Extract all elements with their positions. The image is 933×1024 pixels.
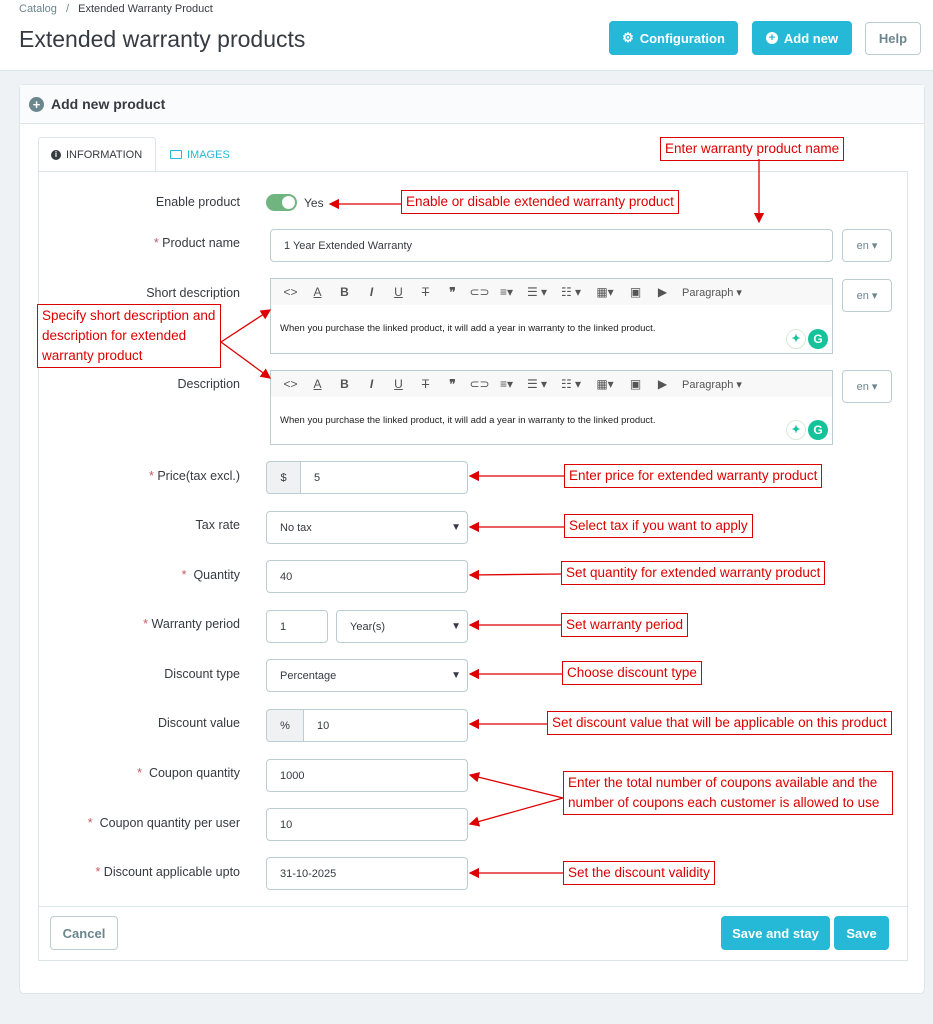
annotation-quantity: Set quantity for extended warranty product — [561, 561, 825, 585]
source-code-icon[interactable]: <> — [283, 377, 298, 391]
text-color-icon[interactable]: A — [313, 377, 322, 391]
italic-icon[interactable]: I — [369, 377, 374, 391]
blockquote-icon[interactable]: ❞ — [449, 285, 456, 299]
plus-circle-icon: + — [766, 32, 778, 44]
arrow-desc — [221, 342, 270, 378]
underline-icon[interactable]: U — [394, 285, 403, 299]
tab-images-label: IMAGES — [187, 148, 230, 161]
annotation-discount-value: Set discount value that will be applicable on this product — [547, 711, 892, 735]
annotation-enter-name: Enter warranty product name — [660, 137, 844, 161]
arrow-short-desc — [221, 310, 270, 342]
quantity-label: * Quantity — [181, 568, 240, 582]
enable-product-label: Enable product — [155, 195, 240, 209]
info-icon: i — [51, 150, 61, 160]
tax-rate-select[interactable]: No tax ▼ — [266, 511, 468, 544]
paragraph-format-select[interactable]: Paragraph ▾ — [682, 286, 742, 299]
save-button[interactable]: Save — [834, 916, 889, 950]
table-icon[interactable]: ▦▾ — [596, 285, 614, 299]
coupon-quantity-input[interactable]: 1000 — [266, 759, 468, 792]
save-and-stay-button[interactable]: Save and stay — [721, 916, 830, 950]
arrow-quantity — [470, 574, 561, 575]
short-description-lang-select[interactable]: en ▾ — [842, 279, 892, 312]
arrow-coupon-per-user — [470, 798, 563, 824]
grammarly-icon[interactable]: G — [808, 420, 828, 440]
annotation-enable-disable: Enable or disable extended warranty product — [401, 190, 679, 214]
add-new-label: Add new — [783, 30, 839, 46]
warranty-period-input[interactable]: 1 — [266, 610, 328, 643]
grammarly-icon[interactable]: G — [808, 329, 828, 349]
source-code-icon[interactable]: <> — [283, 285, 298, 299]
numbered-list-icon[interactable]: ☷ ▾ — [560, 285, 582, 299]
annotation-coupons: Enter the total number of coupons available and the number of coupons each customer is allowed to use — [563, 771, 893, 815]
description-lang-select[interactable]: en ▾ — [842, 370, 892, 403]
discount-value-label: Discount value — [158, 716, 240, 730]
quantity-input[interactable]: 40 — [266, 560, 468, 593]
align-icon[interactable]: ≡▾ — [499, 377, 514, 391]
short-description-label: Short description — [146, 286, 240, 300]
page-title: Extended warranty products — [19, 26, 306, 52]
warranty-unit-select[interactable]: Year(s) ▼ — [336, 610, 468, 643]
align-icon[interactable]: ≡▾ — [499, 285, 514, 299]
lightbulb-icon[interactable]: ✦ — [786, 329, 806, 349]
blockquote-icon[interactable]: ❞ — [449, 377, 456, 391]
price-label: * Price(tax excl.) — [148, 469, 240, 483]
product-name-lang-select[interactable]: en ▾ — [842, 229, 892, 262]
media-icon[interactable]: ▶ — [657, 377, 668, 391]
annotation-validity: Set the discount validity — [563, 861, 715, 885]
help-button[interactable]: Help — [865, 22, 921, 55]
coupon-quantity-per-user-input[interactable]: 10 — [266, 808, 468, 841]
short-description-content[interactable]: When you purchase the linked product, it will add a year in warranty to the linked product. — [271, 305, 832, 353]
tab-information-label: INFORMATION — [66, 148, 143, 161]
bullet-list-icon[interactable]: ☰ ▾ — [526, 285, 548, 299]
table-icon[interactable]: ▦▾ — [596, 377, 614, 391]
text-color-icon[interactable]: A — [313, 285, 322, 299]
chevron-down-icon: ▼ — [451, 670, 461, 681]
media-icon[interactable]: ▶ — [657, 285, 668, 299]
strikethrough-icon[interactable]: T — [421, 285, 430, 299]
configuration-label: Configuration — [639, 30, 725, 46]
breadcrumb-separator: / — [65, 3, 70, 15]
annotation-descriptions: Specify short description and description for extended warranty product — [37, 304, 221, 368]
enable-product-value: Yes — [304, 196, 324, 210]
breadcrumb-current: Extended Warranty Product — [78, 3, 213, 15]
annotation-discount-type: Choose discount type — [562, 661, 702, 685]
italic-icon[interactable]: I — [369, 285, 374, 299]
coupon-quantity-per-user-label: * Coupon quantity per user — [87, 816, 240, 830]
discount-applicable-upto-input[interactable]: 31-10-2025 — [266, 857, 468, 890]
warranty-period-label: * Warranty period — [143, 617, 240, 631]
discount-applicable-upto-label: * Discount applicable upto — [95, 865, 240, 879]
numbered-list-icon[interactable]: ☷ ▾ — [560, 377, 582, 391]
percent-addon: % — [266, 709, 304, 742]
image-icon[interactable]: ▣ — [629, 377, 642, 391]
arrow-coupon-qty — [470, 775, 563, 798]
gears-icon: ⚙ — [622, 30, 634, 45]
strikethrough-icon[interactable]: T — [421, 377, 430, 391]
discount-type-label: Discount type — [164, 667, 240, 681]
lightbulb-icon[interactable]: ✦ — [786, 420, 806, 440]
tax-rate-label: Tax rate — [195, 518, 240, 532]
annotation-tax: Select tax if you want to apply — [564, 514, 753, 538]
discount-value-input[interactable]: 10 — [303, 709, 468, 742]
paragraph-format-select[interactable]: Paragraph ▾ — [682, 378, 742, 391]
description-label: Description — [177, 377, 240, 391]
coupon-quantity-label: * Coupon quantity — [137, 766, 240, 780]
discount-type-select[interactable]: Percentage ▼ — [266, 659, 468, 692]
bullet-list-icon[interactable]: ☰ ▾ — [526, 377, 548, 391]
image-icon[interactable]: ▣ — [629, 285, 642, 299]
chevron-down-icon: ▼ — [451, 621, 461, 632]
annotation-price: Enter price for extended warranty product — [564, 464, 822, 488]
link-icon[interactable]: ⊂⊃ — [469, 377, 490, 391]
description-content[interactable]: When you purchase the linked product, it will add a year in warranty to the linked product. — [271, 397, 832, 444]
bold-icon[interactable]: B — [340, 285, 349, 299]
card-title: Add new product — [51, 96, 166, 112]
annotation-warranty-period: Set warranty period — [561, 613, 688, 637]
cancel-button[interactable]: Cancel — [50, 916, 118, 950]
product-name-input[interactable]: 1 Year Extended Warranty — [270, 229, 833, 262]
product-name-label: * Product name — [153, 236, 240, 250]
link-icon[interactable]: ⊂⊃ — [469, 285, 490, 299]
currency-addon: $ — [266, 461, 301, 494]
plus-circle-icon: + — [29, 97, 44, 112]
underline-icon[interactable]: U — [394, 377, 403, 391]
price-input[interactable]: 5 — [300, 461, 468, 494]
breadcrumb-catalog[interactable]: Catalog — [19, 3, 57, 15]
bold-icon[interactable]: B — [340, 377, 349, 391]
chevron-down-icon: ▼ — [451, 522, 461, 533]
